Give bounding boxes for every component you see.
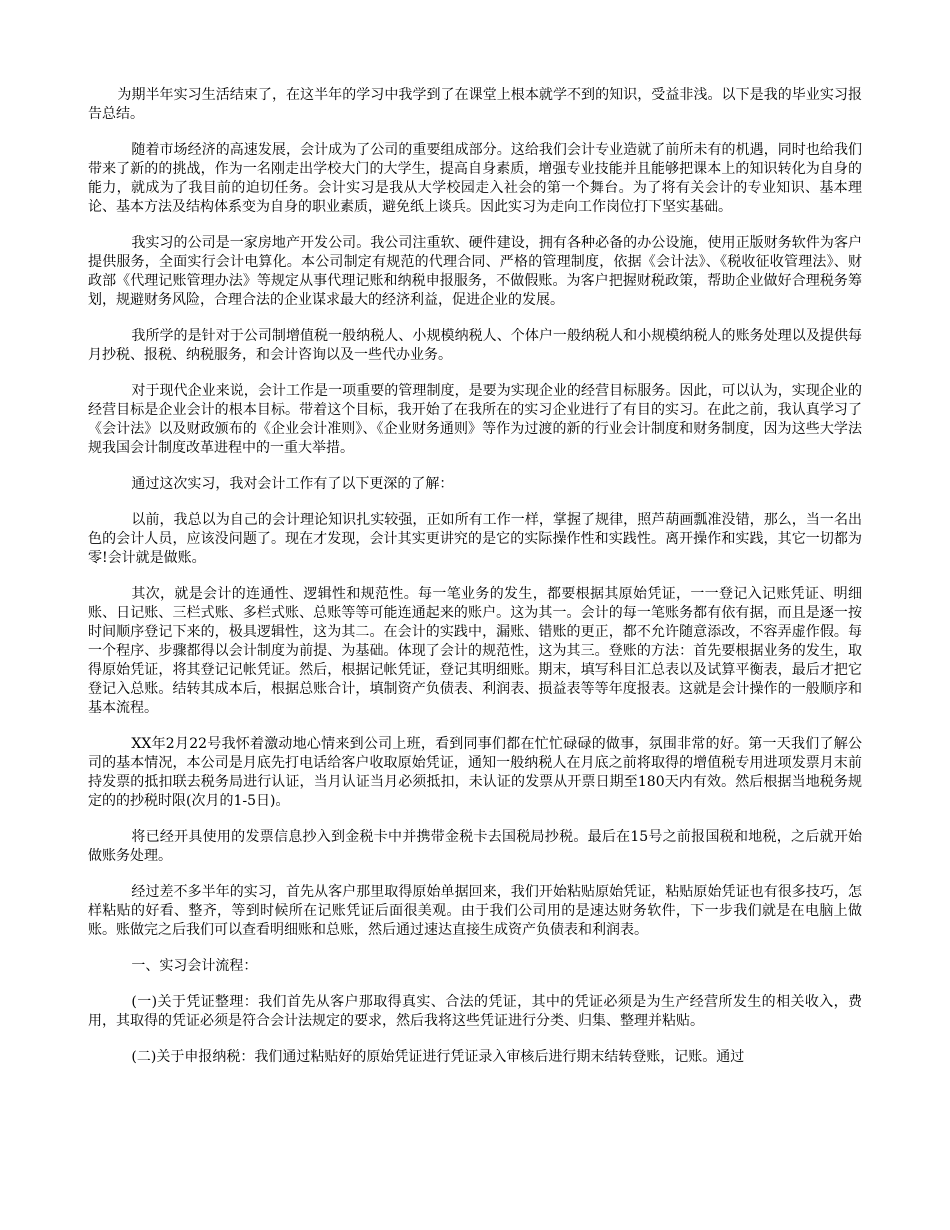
document-body — [88, 86, 862, 1084]
paragraph: 以前，我总以为自己的会计理论知识扎实较强，正如所有工作一样，掌握了规律，照芦葫画瓢准没错，那么，当一名出色的会计人员，应该没问题了。现在才发现，会计其实更讲究的是它的实际操作性和实践性。离开操作和实践，其它一切都为零!会计就是做账。 — [88, 512, 862, 566]
paragraph: 我实习的公司是一家房地产开发公司。我公司注重软、硬件建设，拥有各种必备的办公设施，使用正版财务软件为客户提供服务，全面实行会计电算化。本公司制定有规范的代理合同、严格的管理制度，依据《会计法》、《税收征收管理法》、财政部《代理记账管理办法》等规定从事代理记账和纳税申报服务，不做假账。为客户把握财税政策，帮助企业做好合理税务筹划，规避财务风险，合理合法的企业谋求最大的经济利益，促进企业的发展。 — [88, 235, 862, 308]
paragraph: XX年2月22号我怀着激动地心情来到公司上班，看到同事们都在忙忙碌碌的做事，氛围非常的好。第一天我们了解公司的基本情况，本公司是月底先打电话给客户收取原始凭证，通知一般纳税人在月底之前将取得的增值税专用进项发票月末前持发票的抵扣联去税务局进行认证，当月认证当月必须抵扣，未认证的发票从开票日期至180天内有效。然后根据当地税务规定的的抄税时限(次月的1-5日)。 — [88, 736, 862, 809]
paragraph: (二)关于申报纳税：我们通过粘贴好的原始凭证进行凭证录入审核后进行期末结转登账，记账。通过 — [131, 1049, 745, 1065]
paragraph: 将已经开具使用的发票信息抄入到金税卡中并携带金税卡去国税局抄税。最后在15号之前报国税和地税，之后就开始做账务处理。 — [88, 829, 862, 864]
section-heading: 一、实习会计流程： — [131, 958, 258, 974]
paragraph: 随着市场经济的高速发展，会计成为了公司的重要组成部分。这给我们会计专业造就了前所未有的机遇，同时也给我们带来了新的的挑战，作为一名刚走出学校大门的大学生，提高自身素质，增强专业技能并且能够把课本上的知识转化为自身的能力，就成为了我目前的迫切任务。会计实习是我从大学校园走入社会的第一个舞台。为了将有关会计的专业知识、基本理论、基本方法及结构体系变为自身的职业素质，避免纸上谈兵。因此实习为走向工作岗位打下坚实基础。 — [88, 142, 862, 215]
paragraph: 对于现代企业来说，会计工作是一项重要的管理制度，是要为实现企业的经营目标服务。因此，可以认为，实现企业的经营目标是企业会计的根本目标。带着这个目标，我开始了在我所在的实习企业进行了有目的实习。在此之前，我认真学习了《会计法》以及财政颁布的《企业会计准则》、《企业财务通则》等作为过渡的新的行业会计制度和财务制度，因为这些大学法规我国会计制度改革进程中的一重大举措。 — [88, 383, 862, 456]
paragraph: 经过差不多半年的实习，首先从客户那里取得原始单据回来，我们开始粘贴原始凭证，粘贴原始凭证也有很多技巧，怎样粘贴的好看、整齐，等到时候所在记账凭证后面很美观。由于我们公司用的是速达财务软件，下一步我们就是在电脑上做账。账做完之后我们可以查看明细账和总账，然后通过速达直接生成资产负债表和利润表。 — [88, 884, 862, 938]
paragraph-intro: 为期半年实习生活结束了，在这半年的学习中我学到了在课堂上根本就学不到的知识，受益非浅。以下是我的毕业实习报告总结。 — [88, 87, 862, 122]
paragraph: (一)关于凭证整理：我们首先从客户那取得真实、合法的凭证，其中的凭证必须是为生产经营所发生的相关收入，费用，其取得的凭证必须是符合会计法规定的要求，然后我将这些凭证进行分类、归集、整理并粘贴。 — [88, 994, 862, 1029]
paragraph: 通过这次实习，我对会计工作有了以下更深的了解： — [131, 476, 454, 492]
paragraph: 我所学的是针对于公司制增值税一般纳税人、小规模纳税人、个体户一般纳税人和小规模纳税人的账务处理以及提供每月抄税、报税、纳税服务，和会计咨询以及一些代办业务。 — [88, 328, 862, 363]
paragraph: 其次，就是会计的连通性、逻辑性和规范性。每一笔业务的发生，都要根据其原始凭证，一一登记入记账凭证、明细账、日记账、三栏式账、多栏式账、总账等等可能连通起来的账户。这为其一。会计的每一笔账务都有依有据，而且是逐一按时间顺序登记下来的，极具逻辑性，这为其二。在会计的实践中，漏账、错账的更正，都不允许随意添改，不容弄虚作假。每一个程序、步骤都得以会计制度为前提、为基础。体现了会计的规范性，这为其三。登账的方法：首先要根据业务的发生，取得原始凭证，将其登记记帐凭证。然后，根据记帐凭证，登记其明细账。期末，填写科目汇总表以及试算平衡表，最后才把它登记入总账。结转其成本后，根据总账合计，填制资产负债表、利润表、损益表等等年度报表。这就是会计操作的一般顺序和基本流程。 — [88, 586, 862, 716]
